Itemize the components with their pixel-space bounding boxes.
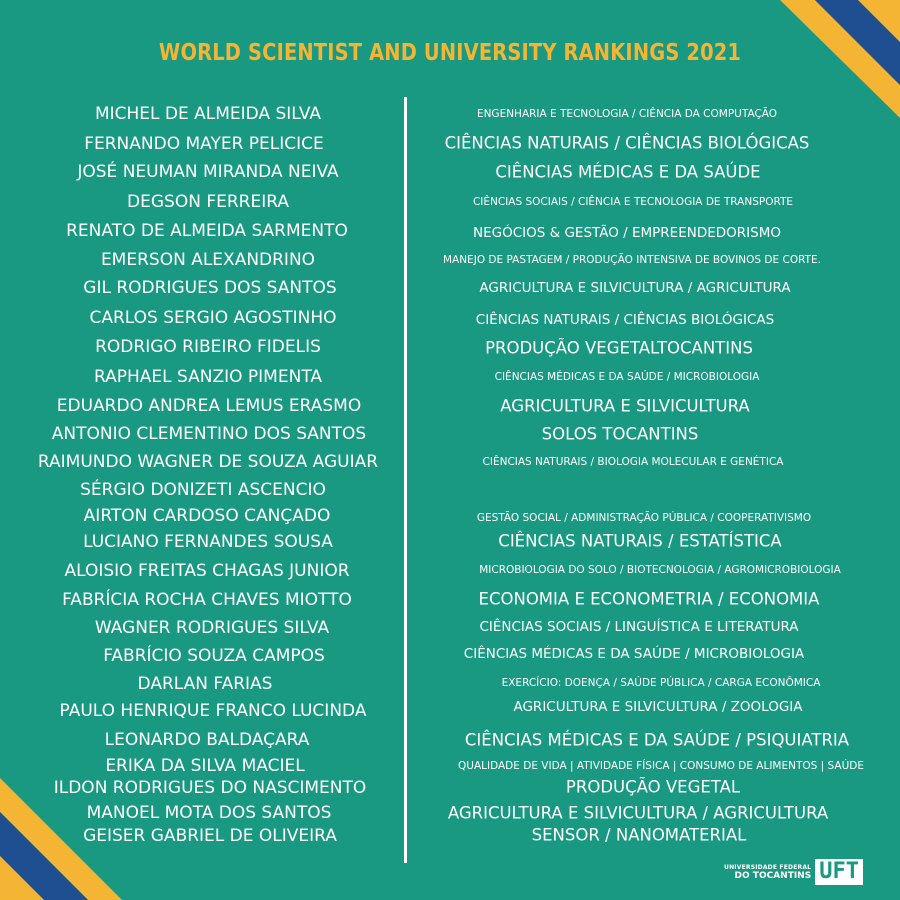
scientist-name: WAGNER RODRIGUES SILVA <box>94 618 330 638</box>
scientist-name: DEGSON FERREIRA <box>127 192 289 212</box>
scientist-name: ALOISIO FREITAS CHAGAS JUNIOR <box>64 561 350 581</box>
research-field: GESTÃO SOCIAL / ADMINISTRAÇÃO PÚBLICA / COOPERATIVISMO <box>476 512 812 524</box>
research-field: QUALIDADE DE VIDA | ATIVIDADE FÍSICA | CONSUMO DE ALIMENTOS | SAÚDE <box>458 760 864 772</box>
research-field: CIÊNCIAS MÉDICAS E DA SAÚDE <box>495 162 761 182</box>
uft-logo-line2: DO TOCANTINS <box>734 870 812 881</box>
research-field: CIÊNCIAS SOCIAIS / CIÊNCIA E TECNOLOGIA DE TRANSPORTE <box>472 196 794 208</box>
scientist-name: SÉRGIO DONIZETI ASCENCIO <box>80 480 326 500</box>
scientist-name: PAULO HENRIQUE FRANCO LUCINDA <box>59 701 367 721</box>
scientist-name: LEONARDO BALDAÇARA <box>104 730 310 750</box>
uft-logo-line1: UNIVERSIDADE FEDERAL <box>724 863 812 871</box>
research-field: CIÊNCIAS NATURAIS / BIOLOGIA MOLECULAR E GENÉTICA <box>482 456 784 468</box>
scientist-name: ERIKA DA SILVA MACIEL <box>105 756 305 776</box>
scientist-name: ILDON RODRIGUES DO NASCIMENTO <box>53 778 367 798</box>
scientist-name: RODRIGO RIBEIRO FIDELIS <box>95 337 321 357</box>
research-field: CIÊNCIAS NATURAIS / CIÊNCIAS BIOLÓGICAS <box>444 133 810 153</box>
research-field: CIÊNCIAS NATURAIS / CIÊNCIAS BIOLÓGICAS <box>475 312 775 328</box>
scientist-name: LUCIANO FERNANDES SOUSA <box>83 532 333 552</box>
research-field: CIÊNCIAS MÉDICAS E DA SAÚDE / PSIQUIATRIA <box>464 730 850 750</box>
scientist-name: FABRÍCIA ROCHA CHAVES MIOTTO <box>62 590 352 610</box>
research-field: MANEJO DE PASTAGEM / PRODUÇÃO INTENSIVA DE BOVINOS DE CORTE. <box>442 254 822 266</box>
scientist-name: DARLAN FARIAS <box>137 674 273 694</box>
research-field: ENGENHARIA E TECNOLOGIA / CIÊNCIA DA COMPUTAÇÃO <box>476 108 778 120</box>
scientist-name: JOSÉ NEUMAN MIRANDA NEIVA <box>77 162 339 182</box>
scientist-name: FABRÍCIO SOUZA CAMPOS <box>103 646 325 666</box>
uft-logo-text <box>724 864 811 881</box>
scientist-name: GEISER GABRIEL DE OLIVEIRA <box>83 826 337 846</box>
scientist-name: EDUARDO ANDREA LEMUS ERASMO <box>56 396 362 416</box>
research-field: AGRICULTURA E SILVICULTURA <box>500 396 750 416</box>
research-field: CIÊNCIAS MÉDICAS E DA SAÚDE / MICROBIOLOGIA <box>494 371 760 383</box>
research-field: CIÊNCIAS MÉDICAS E DA SAÚDE / MICROBIOLOGIA <box>463 646 805 662</box>
research-field: EXERCÍCIO: DOENÇA / SAÚDE PÚBLICA / CARGA ECONÔMICA <box>501 677 821 689</box>
scientist-name: ANTONIO CLEMENTINO DOS SANTOS <box>51 424 367 444</box>
page-title: WORLD SCIENTIST AND UNIVERSITY RANKINGS 2021 <box>158 40 742 66</box>
research-field: PRODUÇÃO VEGETALTOCANTINS <box>485 338 753 358</box>
research-field: CIÊNCIAS SOCIAIS / LINGUÍSTICA E LITERATURA <box>479 619 799 635</box>
research-field: NEGÓCIOS & GESTÃO / EMPREENDEDORISMO <box>473 225 781 241</box>
uft-logo <box>724 857 872 887</box>
scientist-name: RAIMUNDO WAGNER DE SOUZA AGUIAR <box>37 452 379 472</box>
scientist-name: CARLOS SERGIO AGOSTINHO <box>89 308 337 328</box>
research-field: AGRICULTURA E SILVICULTURA / AGRICULTURA <box>447 803 829 823</box>
scientist-name: RAPHAEL SANZIO PIMENTA <box>93 367 323 387</box>
scientist-name: FERNANDO MAYER PELICICE <box>84 134 324 154</box>
scientist-name: AIRTON CARDOSO CANÇADO <box>83 506 331 526</box>
research-field: SOLOS TOCANTINS <box>541 424 699 444</box>
research-field: AGRICULTURA E SILVICULTURA / ZOOLOGIA <box>513 699 803 715</box>
scientist-name: EMERSON ALEXANDRINO <box>100 250 316 270</box>
research-field: AGRICULTURA E SILVICULTURA / AGRICULTURA <box>479 280 791 296</box>
column-divider <box>404 97 407 863</box>
uft-logo-mark: UFT <box>815 859 863 885</box>
research-field: MICROBIOLOGIA DO SOLO / BIOTECNOLOGIA / AGROMICROBIOLOGIA <box>479 564 841 576</box>
research-field: PRODUÇÃO VEGETAL <box>565 777 741 797</box>
research-field: SENSOR / NANOMATERIAL <box>531 825 747 845</box>
scientist-name: MANOEL MOTA DOS SANTOS <box>86 803 332 823</box>
research-field: ECONOMIA E ECONOMETRIA / ECONOMIA <box>478 589 820 609</box>
scientist-name: RENATO DE ALMEIDA SARMENTO <box>66 221 348 241</box>
scientist-name: MICHEL DE ALMEIDA SILVA <box>94 104 322 124</box>
research-field: CIÊNCIAS NATURAIS / ESTATÍSTICA <box>498 531 782 551</box>
scientist-name: GIL RODRIGUES DOS SANTOS <box>83 278 337 298</box>
